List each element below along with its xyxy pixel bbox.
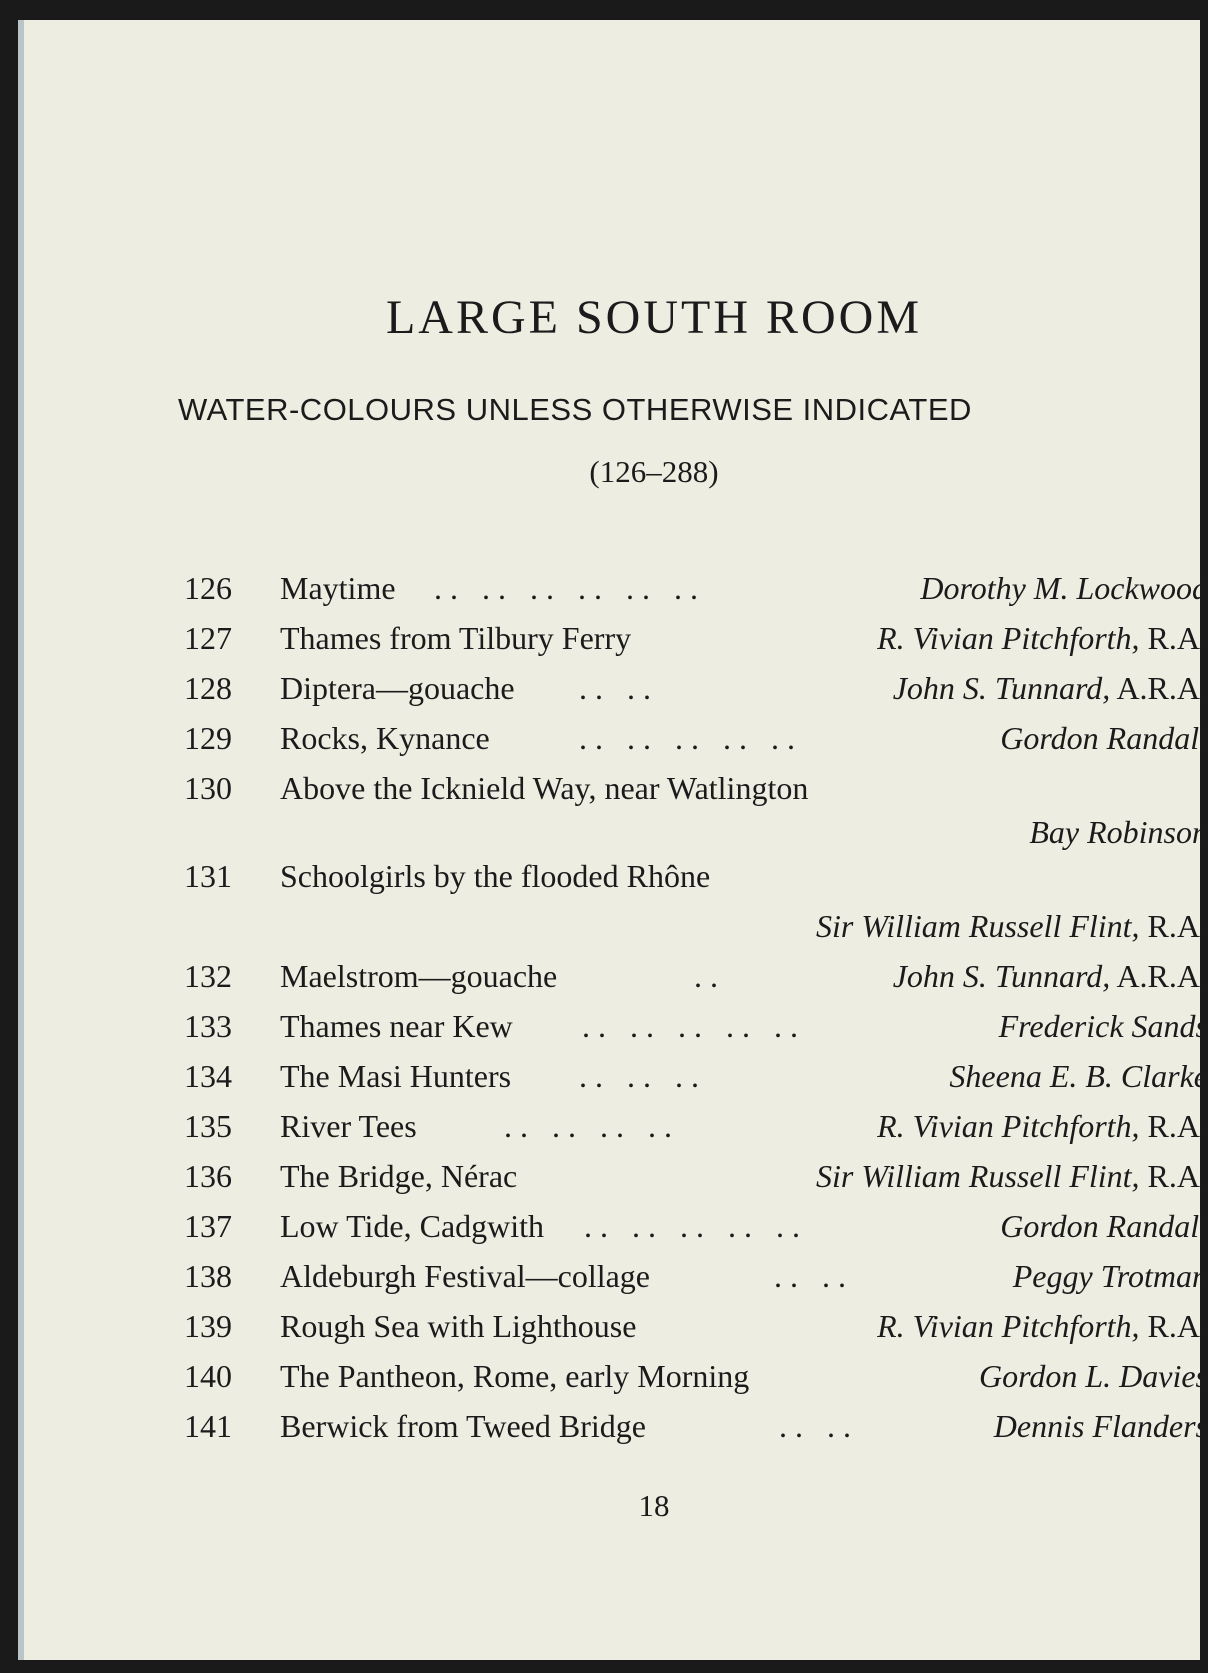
entry-artist: John S. Tunnard,	[892, 958, 1111, 994]
entry-number: 138	[184, 1258, 232, 1294]
entry-number: 139	[184, 1308, 232, 1344]
entry-number: 134	[184, 1058, 232, 1094]
catalogue-entry	[164, 851, 1208, 951]
entry-artist-suffix: R.A.	[1139, 908, 1208, 944]
entry-artist: R. Vivian Pitchforth,	[877, 1308, 1140, 1344]
catalogue-entry	[164, 1401, 1208, 1451]
entry-number: 132	[184, 958, 232, 994]
entry-title: Maelstrom—gouache	[280, 958, 558, 994]
entry-artist-suffix: A.R.A.	[1110, 958, 1208, 994]
catalogue-entry	[164, 1051, 1208, 1101]
entry-artist: R. Vivian Pitchforth,	[877, 620, 1140, 656]
entry-title: Schoolgirls by the flooded Rhône	[280, 858, 711, 894]
entry-leader-dots: .. ..	[579, 670, 659, 706]
entry-leader-dots: .. .. ..	[579, 1058, 707, 1094]
entry-title: Rough Sea with Lighthouse	[280, 1308, 637, 1344]
catalogue-page	[18, 20, 1208, 1660]
entry-artist-suffix: R.A.	[1139, 1108, 1208, 1144]
entry-artist: R. Vivian Pitchforth,	[877, 1108, 1140, 1144]
entry-title: Low Tide, Cadgwith	[280, 1208, 545, 1244]
entry-leader-dots: .. .. .. .. ..	[582, 1008, 806, 1044]
entry-number: 131	[184, 858, 232, 894]
entry-artist: John S. Tunnard,	[892, 670, 1111, 706]
entry-number: 129	[184, 720, 232, 756]
entry-artist: Sir William Russell Flint,	[815, 908, 1140, 944]
entry-artist-suffix: A.R.A.	[1110, 670, 1208, 706]
entry-number: 140	[184, 1358, 232, 1394]
entry-leader-dots: ..	[694, 958, 726, 994]
entry-leader-dots: .. ..	[774, 1258, 854, 1294]
entry-number: 135	[184, 1108, 232, 1144]
entry-artist: Sheena E. B. Clarke	[949, 1058, 1208, 1094]
catalogue-entry	[164, 763, 1208, 851]
entry-number: 130	[184, 770, 232, 806]
catalogue-entry	[164, 1201, 1208, 1251]
entry-number: 126	[184, 570, 232, 606]
entry-title: Rocks, Kynance	[280, 720, 490, 756]
entry-title: The Bridge, Nérac	[280, 1158, 518, 1194]
entry-title: River Tees	[280, 1108, 417, 1144]
entry-title: Maytime	[280, 570, 396, 606]
entry-artist: Dennis Flanders	[993, 1408, 1208, 1444]
entry-title: The Pantheon, Rome, early Morning	[280, 1358, 750, 1394]
catalogue-entry	[164, 951, 1208, 1001]
entry-number: 141	[184, 1408, 232, 1444]
medium-subheading: WATER-COLOURS UNLESS OTHERWISE INDICATED	[178, 392, 972, 427]
catalogue-entry	[164, 713, 1208, 763]
catalogue-list	[164, 563, 1208, 1451]
entry-leader-dots: .. .. .. .. ..	[579, 720, 803, 756]
entry-title: Aldeburgh Festival—collage	[280, 1258, 650, 1294]
catalogue-entry	[164, 1001, 1208, 1051]
catalogue-entry	[164, 1151, 1208, 1201]
entry-title: Above the Icknield Way, near Watlington	[280, 770, 809, 806]
catalogue-entry	[164, 1351, 1208, 1401]
entry-number: 136	[184, 1158, 232, 1194]
entry-leader-dots: .. ..	[779, 1408, 859, 1444]
entry-artist: Sir William Russell Flint,	[815, 1158, 1140, 1194]
entry-artist: Gordon Randall	[1000, 720, 1208, 756]
entry-title: Diptera—gouache	[280, 670, 515, 706]
entry-leader-dots: .. .. .. .. ..	[584, 1208, 808, 1244]
entry-title: The Masi Hunters	[280, 1058, 512, 1094]
catalogue-entry	[164, 563, 1208, 613]
catalogue-entry	[164, 613, 1208, 663]
entry-title: Thames near Kew	[280, 1008, 513, 1044]
entry-artist: Dorothy M. Lockwood	[920, 570, 1208, 606]
entry-artist-suffix: R.A.	[1139, 1308, 1208, 1344]
catalogue-entry	[164, 1251, 1208, 1301]
entry-number: 127	[184, 620, 232, 656]
entry-artist: Gordon Randall	[1000, 1208, 1208, 1244]
entry-artist-suffix: R.A.	[1139, 620, 1208, 656]
entry-number: 137	[184, 1208, 232, 1244]
entry-title: Thames from Tilbury Ferry	[280, 620, 632, 656]
catalogue-entry	[164, 1101, 1208, 1151]
entry-leader-dots: .. .. .. ..	[504, 1108, 680, 1144]
entry-title: Berwick from Tweed Bridge	[280, 1408, 646, 1444]
entry-artist: Frederick Sands	[998, 1008, 1208, 1044]
entry-leader-dots: .. .. .. .. .. ..	[434, 570, 706, 606]
catalogue-range: (126–288)	[589, 454, 719, 489]
entry-artist: Gordon L. Davies	[978, 1358, 1208, 1394]
page-number: 18	[638, 1488, 670, 1523]
entry-artist: Bay Robinson	[1029, 814, 1208, 850]
entry-number: 128	[184, 670, 232, 706]
catalogue-entry	[164, 663, 1208, 713]
entry-number: 133	[184, 1008, 232, 1044]
catalogue-entry	[164, 1301, 1208, 1351]
room-heading: LARGE SOUTH ROOM	[385, 291, 922, 344]
entry-artist: Peggy Trotman	[1012, 1258, 1208, 1294]
entry-artist-suffix: R.A.	[1139, 1158, 1208, 1194]
